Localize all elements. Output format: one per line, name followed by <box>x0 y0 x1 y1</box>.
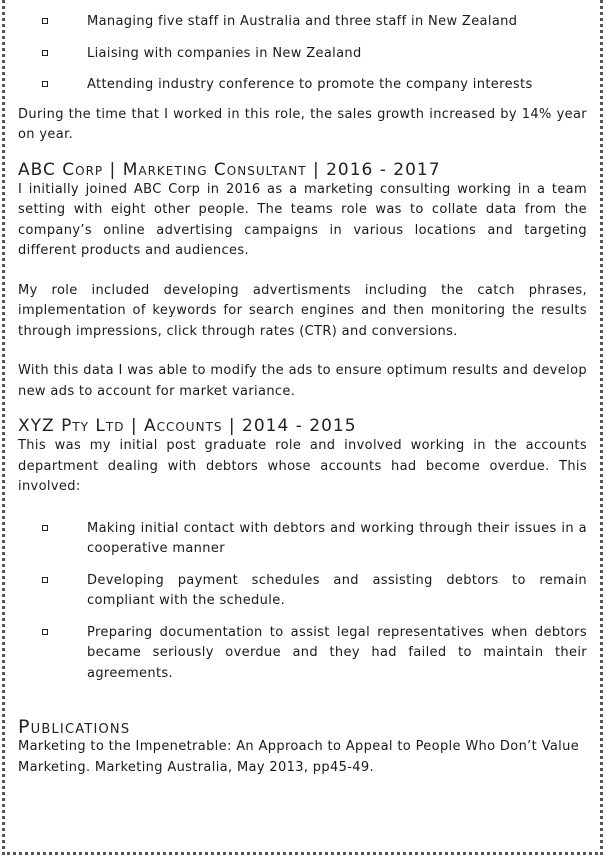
top-bullet-list <box>18 12 587 96</box>
xyz-pty-heading: XYZ Pty Ltd | Accounts | 2014 - 2015 <box>18 416 357 436</box>
abc-paragraph-1: I initially joined ABC Corp in 2016 as a marketing consulting working in a team setting with eight other people. The teams role was to collate data from the company’s online advertising campaigns in various locations and targeting different products and audiences. <box>18 181 587 258</box>
abc-corp-heading: ABC Corp | Marketing Consultant | 2016 - 2017 <box>18 159 441 180</box>
list-item: Managing five staff in Australia and three staff in New Zealand <box>18 12 587 33</box>
xyz-bullet-list <box>18 519 587 685</box>
square-bullet-icon <box>42 629 48 635</box>
publications-heading: Publications <box>18 716 131 738</box>
square-bullet-icon <box>42 577 48 583</box>
page-content <box>18 12 587 778</box>
list-item: Developing payment schedules and assisting debtors to remain compliant with the schedule. <box>18 571 587 612</box>
abc-paragraph-2: My role included developing advertisments including the catch phrases, implementation of keywords for search engines and then monitoring the results through impressions, click through rates (CTR) and conversions. <box>18 282 587 339</box>
square-bullet-icon <box>42 525 48 531</box>
list-item: Liaising with companies in New Zealand <box>18 44 587 65</box>
list-item: Attending industry conference to promote the company interests <box>18 75 587 96</box>
abc-paragraph-3: With this data I was able to modify the ads to ensure optimum results and develop new ads to account for market variance. <box>18 363 587 399</box>
square-bullet-icon <box>42 81 48 87</box>
list-item: Making initial contact with debtors and working through their issues in a cooperative manner <box>18 519 587 560</box>
xyz-intro: This was my initial post graduate role and involved working in the accounts department dealing with debtors whose accounts had become overdue. This involved: <box>18 438 587 494</box>
list-item: Preparing documentation to assist legal representatives when debtors became seriously overdue and they had failed to maintain their agreements. <box>18 623 587 685</box>
square-bullet-icon <box>42 18 48 24</box>
publication-entry: Marketing to the Impenetrable: An Approach to Appeal to People Who Don’t Value Marketing. Marketing Australia, May 2013, pp45-49. <box>18 739 580 775</box>
sales-growth-summary: During the time that I worked in this role, the sales growth increased by 14% year on year. <box>18 106 587 142</box>
square-bullet-icon <box>42 50 48 56</box>
